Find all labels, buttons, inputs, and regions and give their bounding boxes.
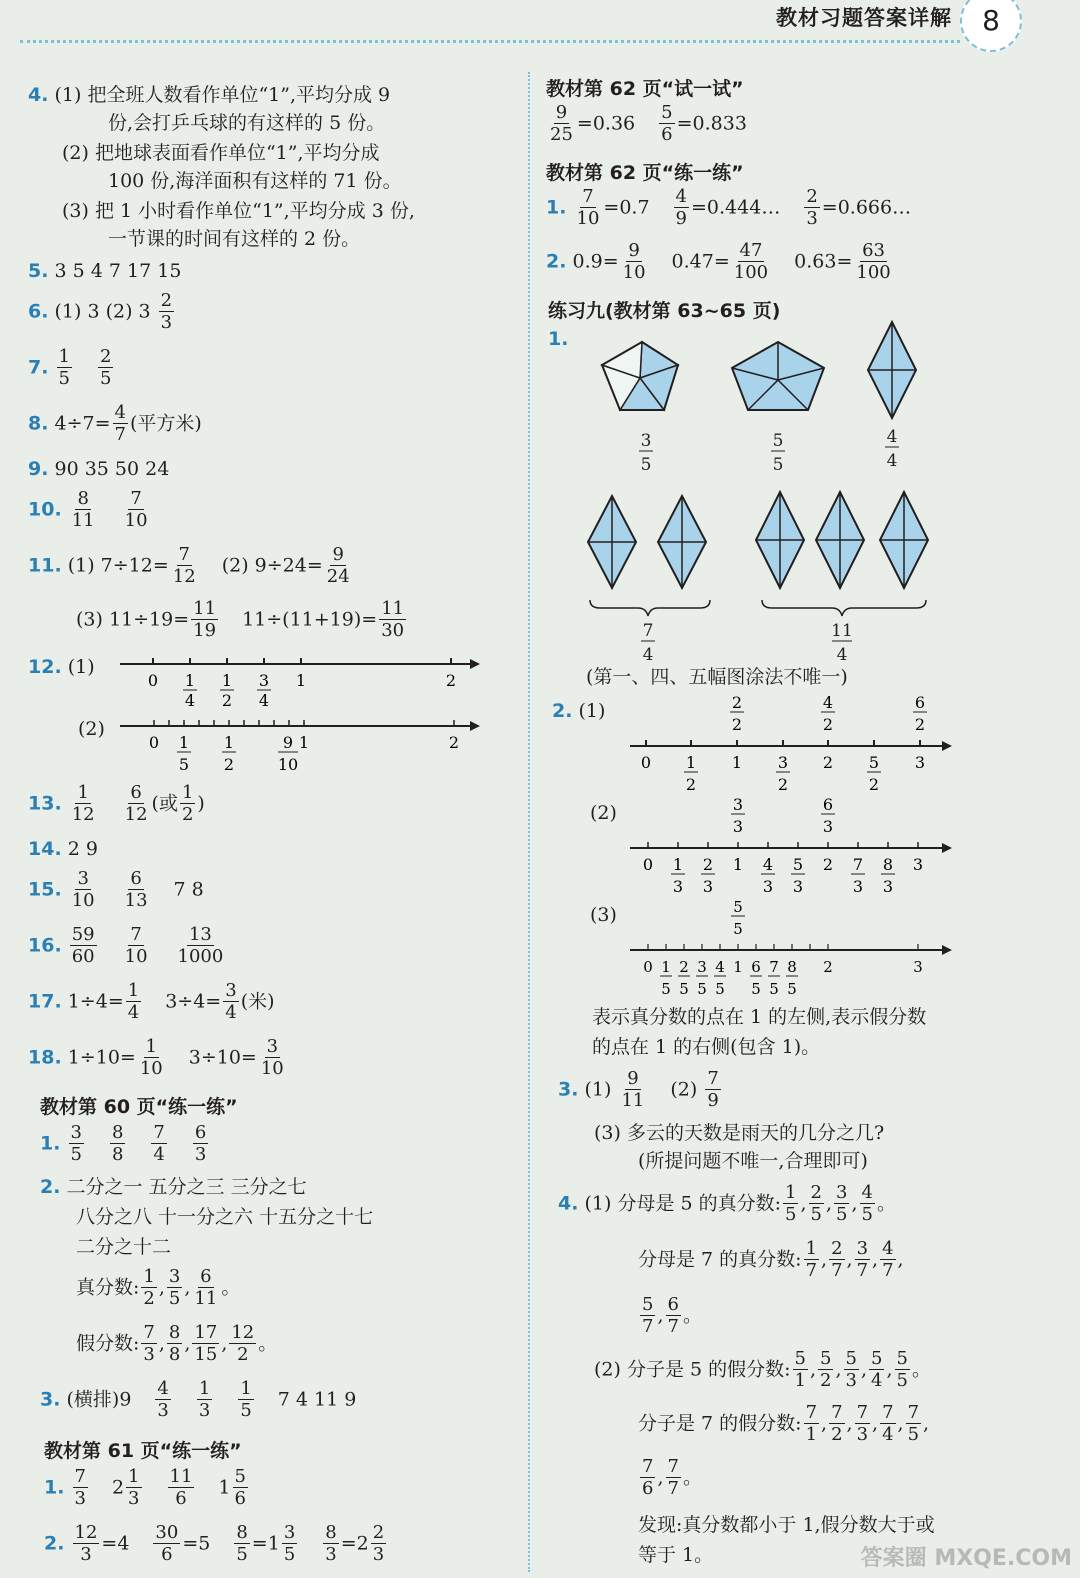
- column-divider: [528, 72, 530, 1572]
- fraction: $\frac{2}{3}$: [372, 1522, 385, 1565]
- svg-text:2: 2: [685, 775, 697, 794]
- fraction: $\frac{9}{11}$: [621, 1068, 645, 1111]
- p60-q1: 1. $\frac{3}{5}$ $\frac{8}{8}$ $\frac{7}{4}$ $\frac{6}{3}$: [40, 1122, 207, 1165]
- svg-text:2: 2: [822, 753, 834, 772]
- fraction: $\frac{8}{3}$: [325, 1522, 337, 1565]
- p60-improper-fractions: 假分数: $\frac{7}{3}$ , $\frac{8}{8}$ , $\frac{17}{15}$ , $\frac{12}{2}$ 。: [76, 1322, 278, 1365]
- rhombus-figure-3: [868, 322, 916, 418]
- svg-text:2: 2: [679, 958, 689, 976]
- fraction: $\frac{5}{7}$: [642, 1294, 654, 1337]
- fraction: $\frac{11}{30}$: [381, 598, 405, 641]
- fraction: $\frac{30}{6}$: [155, 1522, 179, 1565]
- fraction: $\frac{9}{24}$: [326, 544, 350, 587]
- svg-text:4: 4: [715, 958, 725, 976]
- q11-row1: 11. (1) 7÷12= $\frac{7}{12}$ (2) 9÷24= $\frac{9}{24}$: [28, 544, 350, 587]
- fraction: $\frac{7}{7}$: [667, 1456, 679, 1499]
- fraction: $\frac{4}{7}$: [882, 1238, 894, 1281]
- q8: 8. 4÷7= $\frac{4}{7}$ (平方米): [28, 402, 202, 445]
- svg-text:1: 1: [178, 733, 190, 752]
- svg-text:5: 5: [868, 753, 880, 772]
- svg-text:3: 3: [672, 877, 684, 896]
- number-line-q12-1: [110, 650, 490, 710]
- fraction: $\frac{3}{10}$: [71, 868, 95, 911]
- fraction: $\frac{7}{6}$: [642, 1456, 654, 1499]
- e4-row4: (2) 分子是 5 的假分数: $\frac{5}{1}$ , $\frac{5}{2}$ , $\frac{5}{3}$ , $\frac{5}{4}$ , $\frac{5}{5}$ 。: [594, 1348, 931, 1391]
- fraction: $\frac{7}{1}$: [805, 1402, 818, 1445]
- svg-text:2: 2: [823, 958, 833, 976]
- svg-text:6: 6: [751, 958, 761, 976]
- fraction: $\frac{5}{6}$: [234, 1466, 246, 1509]
- fraction: $\frac{1}{2}$: [143, 1266, 155, 1309]
- svg-text:8: 8: [787, 958, 797, 976]
- fraction: $\frac{3}{10}$: [260, 1036, 284, 1079]
- fraction: $\frac{1}{3}$: [128, 1466, 140, 1509]
- pentagon-figure-2: [732, 342, 824, 410]
- svg-text:3: 3: [762, 877, 774, 896]
- fraction: $\frac{1}{5}$: [58, 346, 70, 389]
- fraction: $\frac{4}{5}$: [861, 1182, 873, 1225]
- svg-text:2: 2: [702, 855, 714, 874]
- svg-text:5: 5: [772, 455, 784, 475]
- fraction: $\frac{63}{100}$: [856, 240, 891, 283]
- svg-text:1: 1: [223, 733, 235, 752]
- p62-q2: 2. 0.9= $\frac{9}{10}$ 0.47= $\frac{47}{100}$ 0.63= $\frac{63}{100}$: [546, 240, 891, 283]
- svg-text:6: 6: [914, 693, 926, 712]
- q7: 7. $\frac{1}{5}$ $\frac{2}{5}$: [28, 346, 112, 389]
- p60-q2-line3: 二分之十二: [76, 1236, 172, 1258]
- section-heading-p61: 教材第 61 页“练一练”: [44, 1440, 242, 1462]
- svg-text:3: 3: [640, 431, 652, 451]
- page-number: 8: [960, 0, 1022, 52]
- e3-row3: (所提问题不唯一,合理即可): [638, 1150, 868, 1172]
- e4-finding-line2: 等于 1。: [638, 1544, 714, 1566]
- e4-row1: 4. (1) 分母是 5 的真分数: $\frac{1}{5}$ , $\frac{2}{5}$ , $\frac{3}{5}$ , $\frac{4}{5}$ 。: [558, 1182, 896, 1225]
- e2-conclusion-line2: 的点在 1 的右侧(包含 1)。: [592, 1036, 821, 1058]
- e2-part2: (2): [590, 802, 617, 824]
- number-line-e2-3: [620, 896, 960, 1000]
- watermark: 答案圈 MXQE.COM: [860, 1546, 1072, 1571]
- svg-text:5: 5: [769, 980, 779, 998]
- svg-text:1: 1: [184, 671, 196, 690]
- q10: 10. $\frac{8}{11}$ $\frac{7}{10}$: [28, 488, 148, 531]
- e3-row2: (3) 多云的天数是雨天的几分之几?: [594, 1122, 885, 1144]
- fraction: $\frac{59}{60}$: [71, 924, 95, 967]
- header-dotted-rule: [20, 40, 960, 43]
- fraction: $\frac{5}{4}$: [871, 1348, 883, 1391]
- q4-line2: 份,会打乒乓球的有这样的 5 份。: [108, 112, 386, 134]
- e4-row6: $\frac{7}{6}$ , $\frac{7}{7}$ 。: [642, 1456, 702, 1499]
- fraction: $\frac{1}{12}$: [71, 782, 95, 825]
- number-line-e2-1: [620, 692, 960, 798]
- q6: 6. (1) 3 (2) 3 $\frac{2}{3}$: [28, 290, 173, 333]
- fraction: $\frac{2}{3}$: [806, 186, 818, 229]
- e2-conclusion-line1: 表示真分数的点在 1 的左侧,表示假分数: [592, 1006, 927, 1028]
- fraction: $\frac{7}{10}$: [124, 924, 148, 967]
- fraction: $\frac{1}{4}$: [127, 980, 140, 1023]
- svg-text:3: 3: [732, 795, 744, 814]
- p60-q2-line1: 2. 二分之一 五分之三 三分之七: [40, 1176, 307, 1198]
- svg-text:2: 2: [822, 855, 834, 874]
- fraction: $\frac{2}{5}$: [810, 1182, 822, 1225]
- fraction: $\frac{1}{3}$: [198, 1378, 211, 1421]
- fraction: $\frac{8}{5}$: [236, 1522, 248, 1565]
- q15: 15. $\frac{3}{10}$ $\frac{6}{13}$ 7 8: [28, 868, 204, 911]
- fraction: $\frac{1}{5}$: [240, 1378, 252, 1421]
- header-title: 教材习题答案详解: [776, 6, 952, 30]
- fraction: $\frac{11}{19}$: [193, 598, 217, 641]
- svg-text:3: 3: [912, 855, 924, 874]
- svg-text:1: 1: [685, 753, 697, 772]
- section-heading-exercise9: 练习九(教材第 63~65 页): [548, 300, 781, 322]
- fraction: $\frac{3}{4}$: [225, 980, 237, 1023]
- fraction: $\frac{9}{25}$: [550, 102, 573, 145]
- svg-text:5: 5: [715, 980, 725, 998]
- q11-row2: (3) 11÷19= $\frac{11}{19}$ 11÷(11+19)= $\frac{11}{30}$: [76, 598, 405, 641]
- svg-text:3: 3: [777, 753, 789, 772]
- svg-text:5: 5: [733, 920, 743, 938]
- svg-text:2: 2: [221, 691, 233, 710]
- svg-text:2: 2: [777, 775, 789, 794]
- svg-text:5: 5: [792, 855, 804, 874]
- e2-part1: 2. (1): [552, 700, 606, 722]
- fraction: $\frac{13}{1000}$: [177, 924, 224, 967]
- number-line-e2-2: [620, 794, 960, 898]
- svg-text:5: 5: [679, 980, 689, 998]
- fraction: $\frac{7}{3}$: [143, 1322, 155, 1365]
- fraction: $\frac{3}{5}$: [70, 1122, 82, 1165]
- svg-text:3: 3: [914, 753, 926, 772]
- section-heading-p62-practice: 教材第 62 页“练一练”: [546, 162, 744, 184]
- fraction: $\frac{2}{5}$: [99, 346, 112, 389]
- svg-text:2: 2: [445, 671, 457, 690]
- e2-part3: (3): [590, 904, 617, 926]
- svg-text:2: 2: [731, 715, 743, 734]
- svg-text:5: 5: [661, 980, 671, 998]
- svg-text:1: 1: [672, 855, 684, 874]
- svg-text:1: 1: [732, 855, 744, 874]
- fraction: $\frac{7}{10}$: [124, 488, 148, 531]
- section-heading-p62-try: 教材第 62 页“试一试”: [546, 78, 744, 100]
- svg-text:0: 0: [640, 753, 652, 772]
- svg-text:2: 2: [223, 755, 235, 774]
- q5: 5. 3 5 4 7 17 15: [28, 260, 182, 282]
- pentagon-figure-1: [602, 342, 678, 410]
- svg-text:1: 1: [221, 671, 233, 690]
- fraction: $\frac{4}{3}$: [157, 1378, 169, 1421]
- fraction: $\frac{6}{7}$: [667, 1294, 679, 1337]
- fraction: $\frac{8}{11}$: [71, 488, 95, 531]
- fraction: $\frac{5}{6}$: [661, 102, 673, 145]
- fraction: $\frac{6}{3}$: [194, 1122, 207, 1165]
- svg-text:8: 8: [882, 855, 894, 874]
- svg-text:3: 3: [732, 817, 744, 836]
- svg-text:3: 3: [913, 958, 923, 976]
- svg-text:3: 3: [882, 877, 894, 896]
- q9: 9. 90 35 50 24: [28, 458, 170, 480]
- svg-text:1: 1: [661, 958, 671, 976]
- e4-row3: $\frac{5}{7}$ , $\frac{6}{7}$ 。: [642, 1294, 702, 1337]
- fraction: $\frac{5}{1}$: [794, 1348, 806, 1391]
- fraction: $\frac{7}{5}$: [907, 1402, 920, 1445]
- fraction: $\frac{12}{3}$: [74, 1522, 98, 1565]
- q17: 17. 1÷4= $\frac{1}{4}$ 3÷4= $\frac{3}{4}$ (米): [28, 980, 275, 1023]
- e1-num: 1.: [548, 328, 569, 350]
- rhombus-figure-5: [756, 492, 928, 588]
- fraction: $\frac{2}{3}$: [160, 290, 173, 333]
- svg-text:0: 0: [147, 671, 159, 690]
- q4-line5: (3) 把 1 小时看作单位“1”,平均分成 3 份,: [62, 200, 415, 222]
- fraction: $\frac{47}{100}$: [733, 240, 769, 283]
- fraction: $\frac{4}{7}$: [114, 402, 126, 445]
- fraction: $\frac{6}{11}$: [194, 1266, 218, 1309]
- fraction: $\frac{8}{8}$: [111, 1122, 124, 1165]
- svg-text:3: 3: [822, 817, 834, 836]
- svg-text:4: 4: [822, 693, 834, 712]
- p62-q1: 1. $\frac{7}{10}$ =0.7 $\frac{4}{9}$ =0.444… $\frac{2}{3}$ =0.666…: [546, 186, 912, 229]
- svg-text:11: 11: [831, 621, 853, 641]
- svg-text:0: 0: [148, 733, 160, 752]
- q16: 16. $\frac{59}{60}$ $\frac{7}{10}$ $\frac{13}{1000}$: [28, 924, 224, 967]
- fraction: $\frac{2}{7}$: [831, 1238, 843, 1281]
- fraction: $\frac{6}{13}$: [124, 868, 148, 911]
- svg-text:4: 4: [642, 645, 654, 665]
- rhombus-figure-4: [588, 496, 706, 588]
- svg-text:2: 2: [914, 715, 926, 734]
- number-line-q12-2: [110, 712, 490, 778]
- q12-num: 12. (1): [28, 656, 95, 678]
- fraction: $\frac{1}{7}$: [805, 1238, 818, 1281]
- fraction: $\frac{4}{9}$: [675, 186, 687, 229]
- fraction: $\frac{7}{10}$: [576, 186, 600, 229]
- fraction: $\frac{5}{2}$: [820, 1348, 832, 1391]
- fraction: $\frac{7}{2}$: [831, 1402, 843, 1445]
- svg-text:4: 4: [886, 427, 898, 447]
- svg-text:5: 5: [640, 455, 652, 475]
- fraction: $\frac{7}{9}$: [707, 1068, 719, 1111]
- svg-text:3: 3: [697, 958, 707, 976]
- fraction: $\frac{3}{5}$: [836, 1182, 848, 1225]
- svg-text:0: 0: [642, 855, 654, 874]
- e3-row1: 3. (1) $\frac{9}{11}$ (2) $\frac{7}{9}$: [558, 1068, 719, 1111]
- p60-proper-fractions: 真分数: $\frac{1}{2}$ , $\frac{3}{5}$ , $\frac{6}{11}$ 。: [76, 1266, 241, 1309]
- svg-text:5: 5: [178, 755, 190, 774]
- q4-line4: 100 份,海洋面积有这样的 71 份。: [108, 170, 402, 192]
- fraction: $\frac{1}{2}$: [181, 782, 194, 825]
- svg-text:2: 2: [731, 693, 743, 712]
- svg-text:2: 2: [868, 775, 880, 794]
- e1-note: (第一、四、五幅图涂法不唯一): [586, 666, 848, 688]
- p62-try-answers: $\frac{9}{25}$ =0.36 $\frac{5}{6}$ =0.833: [550, 102, 747, 145]
- fraction: $\frac{12}{2}$: [231, 1322, 255, 1365]
- svg-text:1: 1: [295, 671, 307, 690]
- q18: 18. 1÷10= $\frac{1}{10}$ 3÷10= $\frac{3}{10}$: [28, 1036, 284, 1079]
- fraction: $\frac{5}{3}$: [845, 1348, 857, 1391]
- p60-q3: 3. (横排)9 $\frac{4}{3}$ $\frac{1}{3}$ $\frac{1}{5}$ 7 4 11 9: [40, 1378, 357, 1421]
- svg-text:4: 4: [886, 451, 898, 471]
- fraction: $\frac{1}{5}$: [785, 1182, 797, 1225]
- svg-text:5: 5: [697, 980, 707, 998]
- p61-q2: 2. $\frac{12}{3}$ =4 $\frac{30}{6}$ =5 $\frac{8}{5}$ =1 $\frac{3}{5}$ $\frac{8}{3}$ =2 $\frac{2}{3}$: [44, 1522, 385, 1565]
- fraction: $\frac{7}{12}$: [172, 544, 196, 587]
- q4-line1: 4. (1) 把全班人数看作单位“1”,平均分成 9: [28, 84, 391, 106]
- fraction: $\frac{11}{6}$: [169, 1466, 193, 1509]
- fraction: $\frac{7}{4}$: [153, 1122, 165, 1165]
- p61-q1: 1. $\frac{7}{3}$ 2 $\frac{1}{3}$ $\frac{11}{6}$ 1 $\frac{5}{6}$: [44, 1466, 246, 1509]
- svg-text:1: 1: [731, 753, 743, 772]
- svg-text:0: 0: [643, 958, 653, 976]
- svg-text:10: 10: [277, 755, 299, 774]
- svg-text:3: 3: [852, 877, 864, 896]
- svg-text:4: 4: [184, 691, 196, 710]
- fraction: $\frac{6}{12}$: [124, 782, 148, 825]
- fraction: $\frac{3}{5}$: [283, 1522, 296, 1565]
- svg-text:2: 2: [822, 715, 834, 734]
- q12-part2: (2): [78, 718, 105, 740]
- svg-text:7: 7: [642, 621, 654, 641]
- svg-text:5: 5: [787, 980, 797, 998]
- q4-line3: (2) 把地球表面看作单位“1”,平均分成: [62, 142, 380, 164]
- fraction-shading-figures: [580, 318, 960, 688]
- q4-line6: 一节课的时间有这样的 2 份。: [108, 228, 361, 250]
- fraction: $\frac{1}{10}$: [139, 1036, 163, 1079]
- svg-text:4: 4: [762, 855, 774, 874]
- e4-finding-line1: 发现:真分数都小于 1,假分数大于或: [638, 1514, 935, 1536]
- svg-text:3: 3: [702, 877, 714, 896]
- e4-row5: 分子是 7 的假分数: $\frac{7}{1}$ , $\frac{7}{2}$ , $\frac{7}{3}$ , $\frac{7}{4}$ , $\frac{7}{5}$ ,: [638, 1402, 930, 1445]
- svg-text:9: 9: [282, 733, 294, 752]
- svg-text:1: 1: [733, 958, 743, 976]
- fraction: $\frac{7}{3}$: [856, 1402, 869, 1445]
- svg-text:7: 7: [769, 958, 779, 976]
- q13: 13. $\frac{1}{12}$ $\frac{6}{12}$ (或 $\frac{1}{2}$ ): [28, 782, 205, 825]
- svg-text:6: 6: [822, 795, 834, 814]
- svg-text:1: 1: [298, 733, 310, 752]
- e4-row2: 分母是 7 的真分数: $\frac{1}{7}$ , $\frac{2}{7}$ , $\frac{3}{7}$ , $\frac{4}{7}$ ,: [638, 1238, 904, 1281]
- header-bar: [0, 0, 1080, 38]
- svg-text:7: 7: [852, 855, 864, 874]
- fraction: $\frac{3}{5}$: [168, 1266, 181, 1309]
- q14: 14. 2 9: [28, 838, 98, 860]
- fraction: $\frac{3}{7}$: [856, 1238, 869, 1281]
- section-heading-p60: 教材第 60 页“练一练”: [40, 1096, 238, 1118]
- fraction: $\frac{17}{15}$: [194, 1322, 218, 1365]
- svg-text:4: 4: [836, 645, 848, 665]
- fraction: $\frac{8}{8}$: [168, 1322, 181, 1365]
- p60-q2-line2: 八分之八 十一分之六 十五分之十七: [76, 1206, 374, 1228]
- fraction: $\frac{7}{4}$: [882, 1402, 894, 1445]
- svg-text:5: 5: [772, 431, 784, 451]
- svg-text:5: 5: [751, 980, 761, 998]
- svg-text:3: 3: [258, 671, 270, 690]
- svg-text:3: 3: [792, 877, 804, 896]
- svg-text:4: 4: [258, 691, 270, 710]
- svg-text:5: 5: [733, 898, 743, 916]
- fraction: $\frac{5}{5}$: [896, 1348, 908, 1391]
- svg-text:2: 2: [448, 733, 460, 752]
- fraction: $\frac{9}{10}$: [622, 240, 646, 283]
- fraction: $\frac{7}{3}$: [74, 1466, 86, 1509]
